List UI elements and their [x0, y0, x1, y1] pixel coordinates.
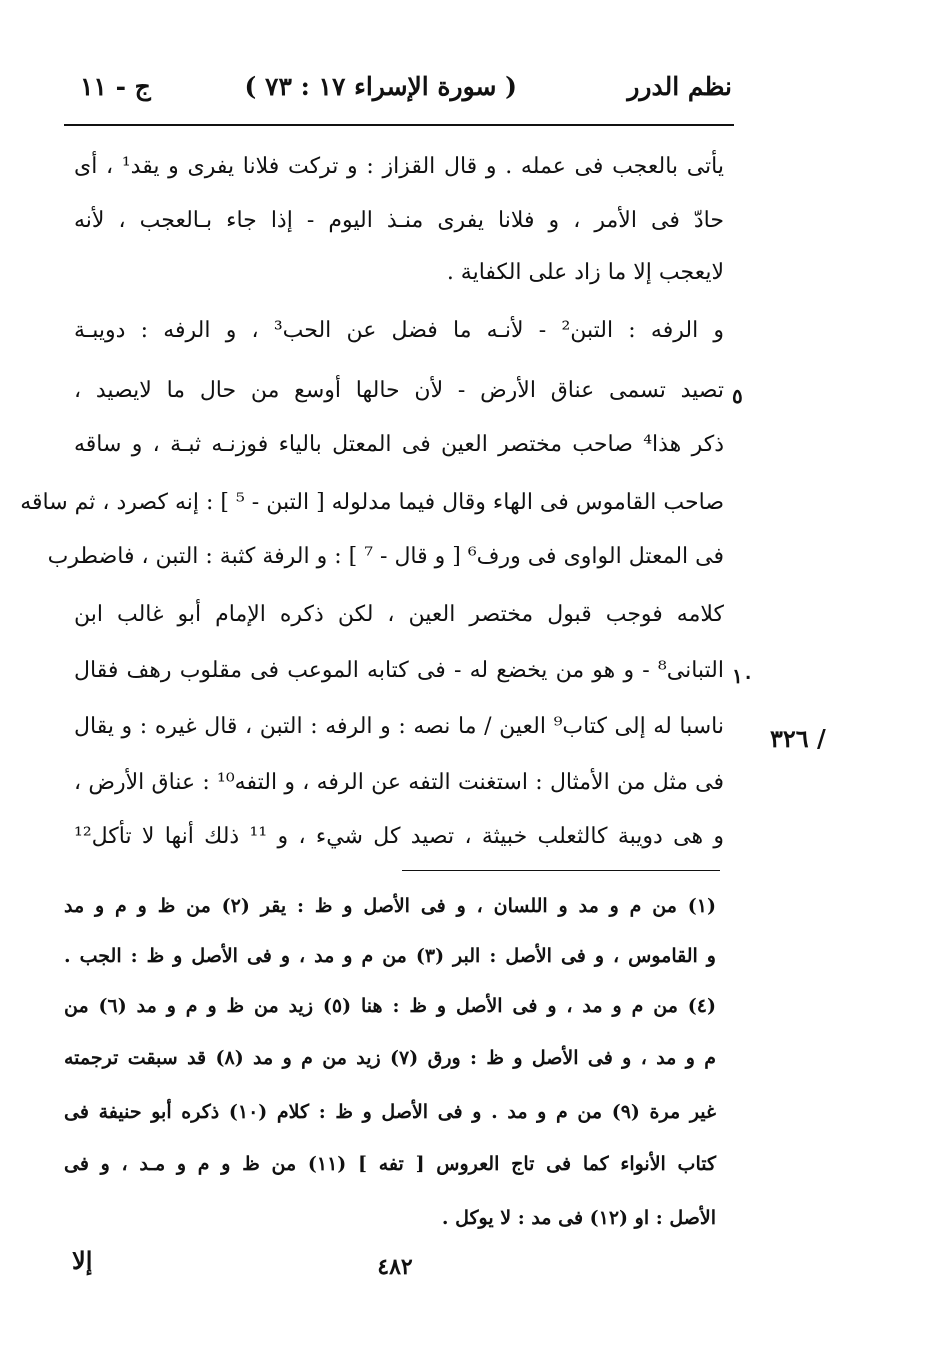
text-line-3: لايعجب إلا ما زاد على الكفاية .: [446, 260, 724, 285]
footnote-line-6: كتاب الأنواء كما فى تاج العروس [ تفه ] (١١) من ظ و م و مـد ، و فى: [64, 1153, 717, 1175]
running-header: [70, 72, 732, 116]
text-line-11: ناسبا له إلى كتاب⁹ العين / ما نصه : و الرفه : التبن ، قال غيره : و يقال: [74, 714, 725, 739]
text-line-4: و الرفه : التبن² - لأنـه ما فضل عن الحب³ ، و الرفه : دويبـة: [74, 318, 725, 343]
footnote-line-3: (٤) من م و مد ، و فى الأصل و ظ : هنا (٥) زيد من ظ و م و مد (٦) من: [64, 995, 716, 1017]
manuscript-folio-reference: / ٣٢٦: [770, 724, 826, 753]
footnote-line-1: (١) من م و مد و اللسان ، و فى الأصل و ظ : يقر (٢) من ظ و م و مد: [64, 895, 716, 917]
text-line-8: فى المعتل الواوى فى ورف⁶ [ و قال - ⁷ ] : و الرفة كثبة : التبن ، فاضطرب: [47, 544, 724, 569]
footnote-line-7: الأصل : او (١٢) فى مد : لا يوكل .: [441, 1207, 716, 1229]
text-line-2: حادّ فى الأمر ، و فلانا يفرى منـذ اليوم - إذا جاء بـالعجب ، لأنه: [74, 208, 724, 233]
text-line-7: صاحب القاموس فى الهاء وقال فيما مدلوله [ التبن - ⁵ ] : إنه كصرد ، ثم ساقه: [20, 490, 724, 515]
text-line-6: ذكر هذا⁴ صاحب مختصر العين فى المعتل بالياء فوزنـه ثبـة ، و ساقه: [74, 432, 724, 457]
line-number-10: ١٠: [732, 664, 754, 688]
line-number-5: ٥: [732, 384, 743, 408]
text-line-9: كلامه فوجب قبول مختصر العين ، لكن ذكره الإمام أبو غالب ابن: [74, 602, 724, 627]
text-line-1: يأتى بالعجب فى عمله . و قال القزاز : و تركت فلانا يفرى و يقد¹ ، أى: [74, 154, 725, 179]
footnote-line-4: م و مد ، و فى الأصل و ظ : ورق (٧) زيد من م و مد (٨) قد سبقت ترجمته: [64, 1047, 716, 1069]
text-line-12: فى مثل من الأمثال : استغنت التفه عن الرفه ، و التفه¹⁰ : عناق الأرض ،: [74, 770, 724, 795]
volume-number: ج - ١١: [80, 72, 151, 101]
footnote-rule: [402, 870, 720, 871]
text-line-10: التبانى⁸ - و هو من يخضع له - فى كتابه الموعب فى مقلوب رهف فقال: [74, 658, 724, 683]
text-line-5: تصيد تسمى عناق الأرض - لأن حالها أوسع من حال ما لايصيد ،: [74, 378, 724, 403]
header-rule: [64, 124, 734, 126]
surah-reference: ( سورة الإسراء ١٧ : ٧٣ ): [244, 72, 517, 101]
text-line-13: و هى دويبة كالثعلب خبيثة ، تصيد كل شيء ، و ¹¹ ذلك أنها لا تأكل¹²: [74, 824, 724, 849]
book-title: نظم الدرر: [627, 72, 732, 101]
catchword: إلا: [72, 1246, 93, 1275]
footnote-line-5: غير مرة (٩) من م و مد . و فى الأصل و ظ : كلام (١٠) ذكره أبو حنيفة فى: [64, 1101, 716, 1123]
footnote-line-2: و القاموس ، و فى الأصل : البر (٣) من م و مد ، و فى الأصل و ظ : الجب .: [64, 945, 716, 967]
page-number: ٤٨٢: [377, 1254, 413, 1280]
